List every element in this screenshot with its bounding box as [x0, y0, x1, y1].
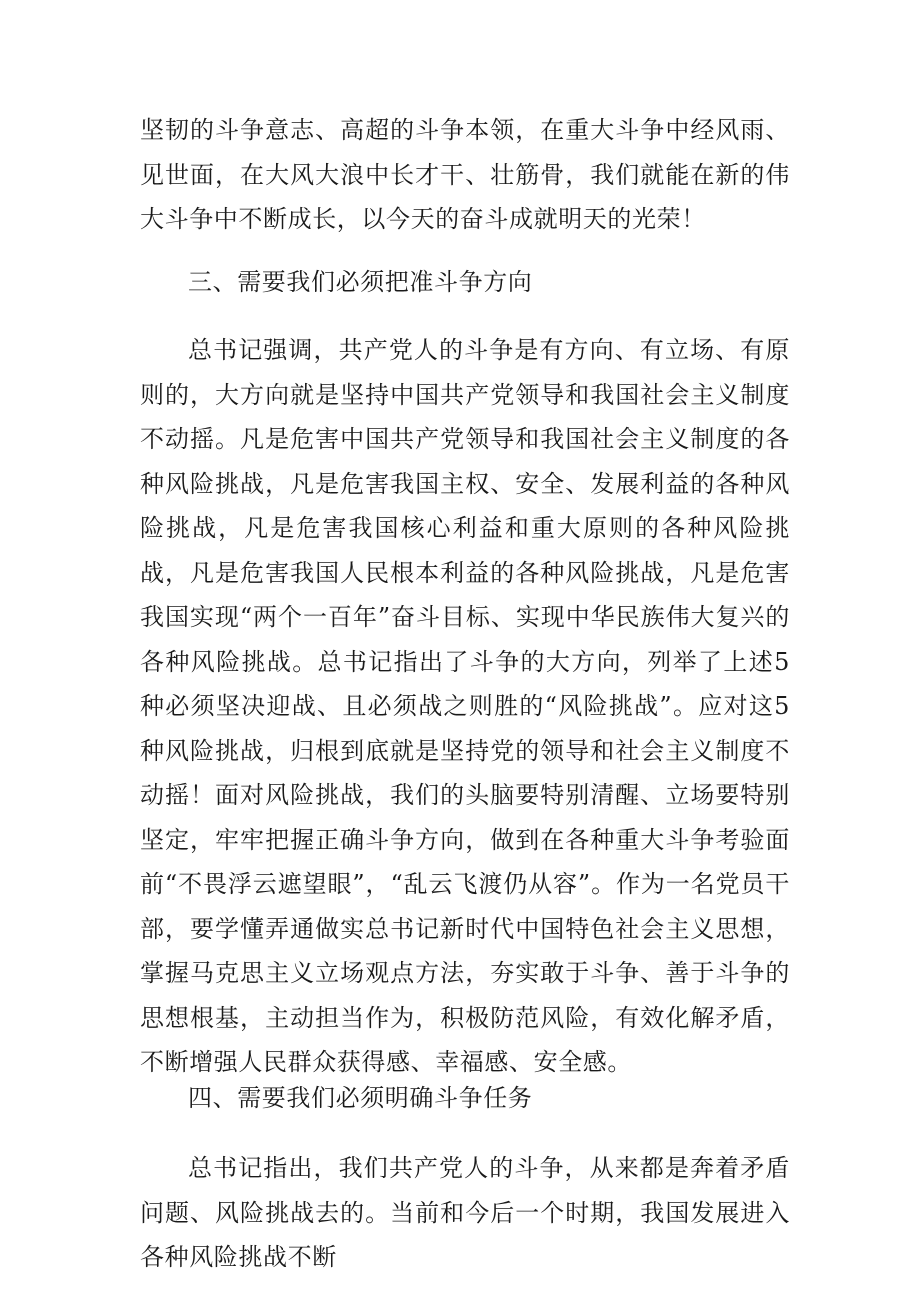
section-heading-four — [140, 1068, 790, 1128]
section-three-paragraph: 总书记强调，共产党人的斗争是有方向、有立场、有原则的，大方向就是坚持中国共产党领导和我国社会主义制度不动摇。凡是危害中国共产党领导和我国社会主义制度的各种风险挑战，凡是危害我国主权、安全、发展利益的各种风险挑战，凡是危害我国核心利益和重大原则的各种风险挑战，凡是危害我国人民根本利益的各种风险挑战，凡是危害我国实现“两个一百年”奋斗目标、实现中华民族伟大复兴的各种风险挑战。总书记指出了斗争的大方向，列举了上述5种必须坚决迎战、且必须战之则胜的“风险挑战”。应对这5种风险挑战，归根到底就是坚持党的领导和社会主义制度不动摇！面对风险挑战，我们的头脑要特别清醒、立场要特别坚定，牢牢把握正确斗争方向，做到在各种重大斗争考验面前“不畏浮云遮望眼”，“乱云飞渡仍从容”。作为一名党员干部，要学懂弄通做实总书记新时代中国特色社会主义思想，掌握马克思主义立场观点方法，夯实敢于斗争、善于斗争的思想根基，主动担当作为，积极防范风险，有效化解矛盾，不断增强人民群众获得感、幸福感、安全感。 — [140, 336, 790, 1076]
paragraph-continued-text: 坚韧的斗争意志、高超的斗争本领，在重大斗争中经风雨、见世面，在大风大浪中长才干、壮筋骨，我们就能在新的伟大斗争中不断成长，以今天的奋斗成就明天的光荣！ — [140, 116, 790, 233]
document-body-paragraph — [140, 1146, 790, 1280]
document-body-paragraph — [140, 328, 790, 1085]
document-body-paragraph — [140, 108, 790, 242]
section-heading-text: 三、需要我们必须把准斗争方向 — [188, 268, 533, 296]
section-heading-three — [140, 252, 790, 312]
section-heading-text: 四、需要我们必须明确斗争任务 — [188, 1084, 533, 1112]
section-four-paragraph: 总书记指出，我们共产党人的斗争，从来都是奔着矛盾问题、风险挑战去的。当前和今后一个时期，我国发展进入各种风险挑战不断 — [140, 1154, 790, 1271]
